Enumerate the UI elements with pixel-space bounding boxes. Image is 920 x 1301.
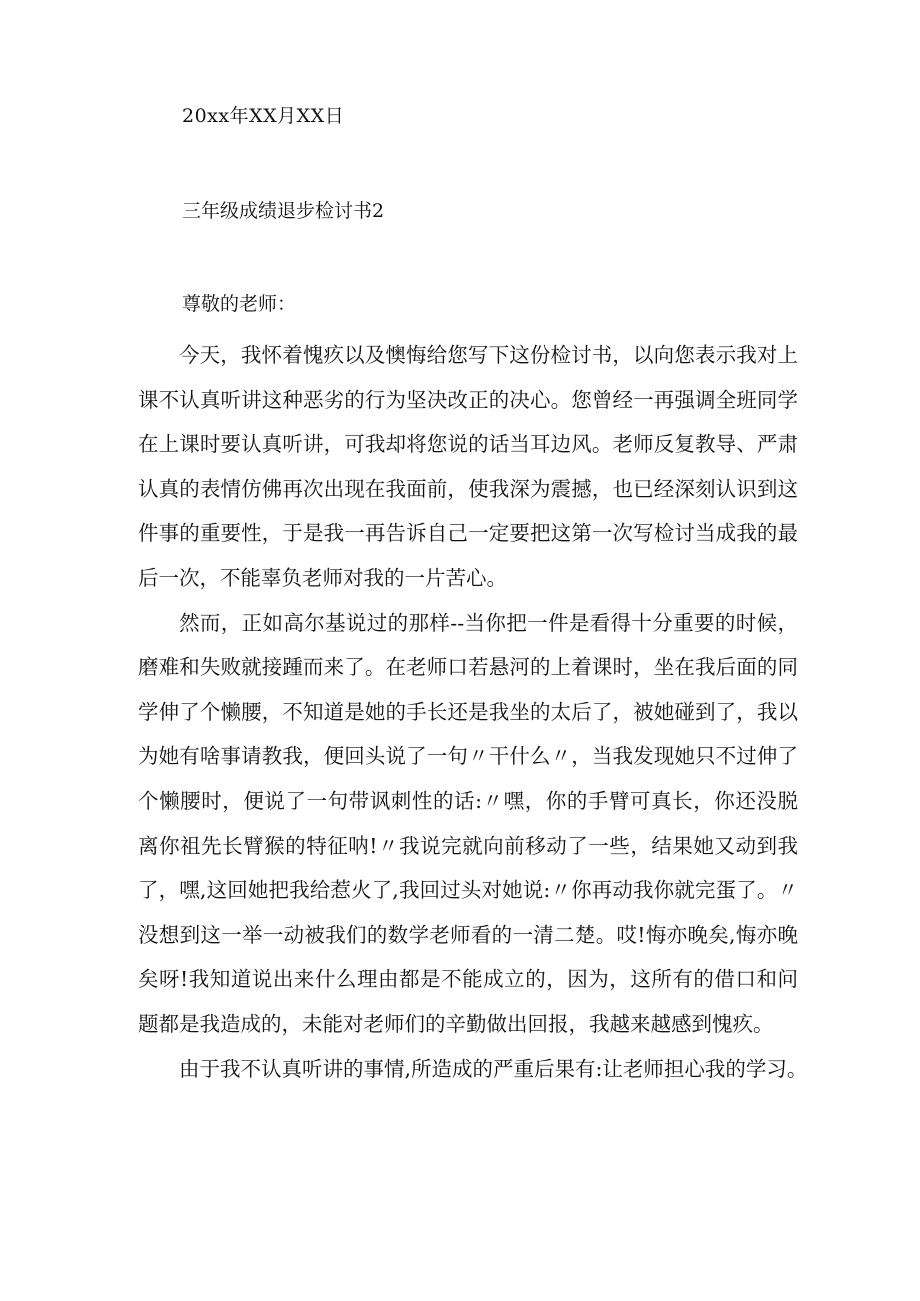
document-date: 20xx年XX月XX日 xyxy=(182,105,345,127)
document-title: 三年级成绩退步检讨书2 xyxy=(182,200,385,222)
salutation: 尊敬的老师： xyxy=(182,293,297,315)
document-body xyxy=(138,333,808,1091)
paragraph-incident: 然而，正如高尔基说过的那样--当你把一件是看得十分重要的时候，磨难和失败就接踵而来了。在老师口若悬河的上着课时，坐在我后面的同学伸了个懒腰，不知道是她的手长还是我坐的太后了，被她碰到了，我以为她有啥事请教我，便回头说了一句〃干什么〃，当我发现她只不过伸了个懒腰时，便说了一句带讽刺性的话:〃嘿，你的手臂可真长，你还没脱离你祖先长臂猴的特征呐!〃我说完就向前移动了一些，结果她又动到我了，嘿,这回她把我给惹火了,我回过头对她说:〃你再动我你就完蛋了。〃没想到这一举一动被我们的数学老师看的一清二楚。哎!悔亦晚矣,悔亦晚矣呀!我知道说出来什么理由都是不能成立的，因为，这所有的借口和问题都是我造成的，未能对老师们的辛勤做出回报，我越来越感到愧疚。 xyxy=(138,610,798,1036)
paragraph-consequences: 由于我不认真听讲的事情,所造成的严重后果有:让老师担心我的学习。 xyxy=(179,1056,808,1081)
paragraph-apology: 今天，我怀着愧疚以及懊悔给您写下这份检讨书，以向您表示我对上课不认真听讲这种恶劣的行为坚决改正的决心。您曾经一再强调全班同学在上课时要认真听讲，可我却将您说的话当耳边风。老师反复教导、严肃认真的表情仿佛再次出现在我面前，使我深为震撼，也已经深刻认识到这件事的重要性，于是我一再告诉自己一定要把这第一次写检讨当成我的最后一次，不能辜负老师对我的一片苦心。 xyxy=(138,343,798,590)
